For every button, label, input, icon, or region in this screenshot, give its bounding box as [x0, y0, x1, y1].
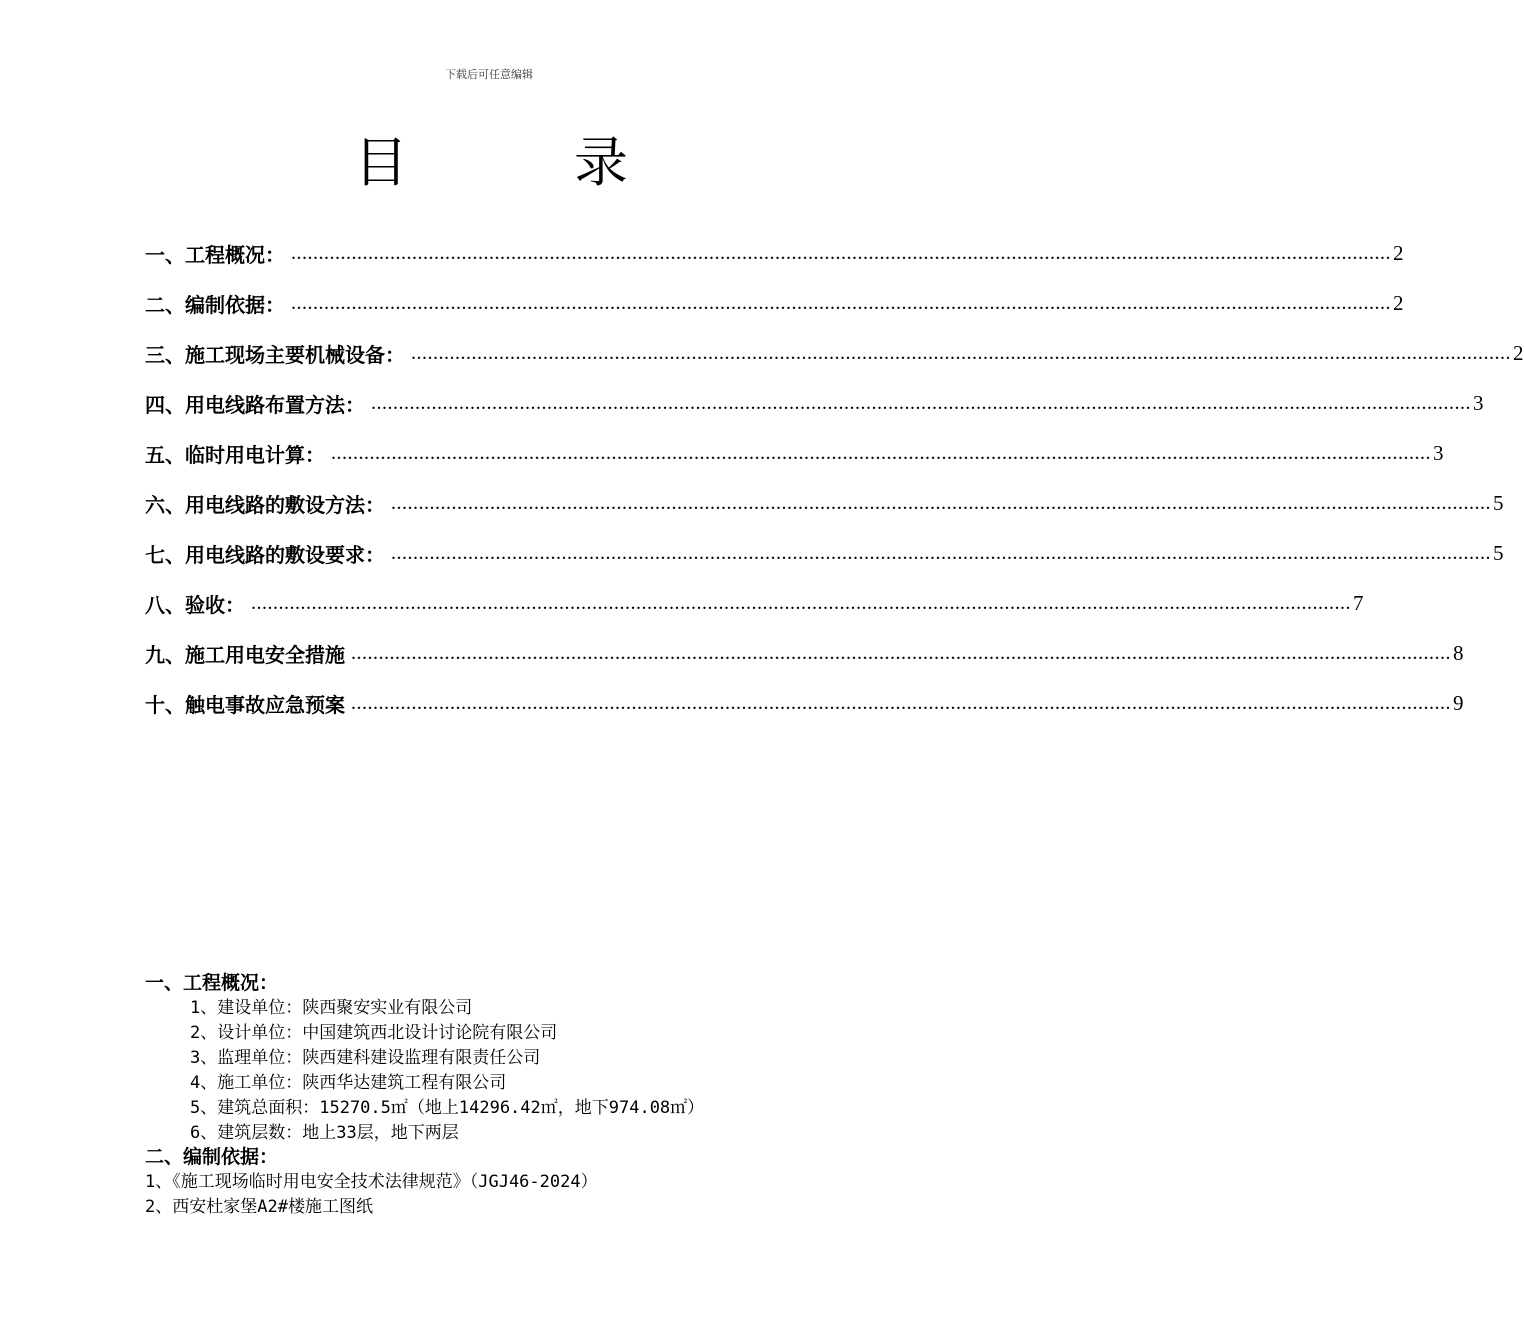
toc-entry-page: 2 — [1513, 340, 1524, 365]
toc-entry[interactable] — [145, 578, 1364, 628]
toc-leader-dots: ........................................................................................................................................................................................................ — [411, 341, 1511, 364]
toc-entry[interactable] — [145, 228, 1404, 278]
toc-leader-dots: ........................................................................................................................................................................................................ — [391, 491, 1491, 514]
toc-entry-label: 三、施工现场主要机械设备： — [145, 342, 405, 367]
toc-entry-label: 四、用电线路布置方法： — [145, 392, 365, 417]
section-heading: 一、工程概况： — [145, 972, 279, 994]
section-line: 4、施工单位：陕西华达建筑工程有限公司 — [190, 1073, 507, 1093]
toc-entry[interactable] — [145, 378, 1484, 428]
header-note: 下载后可任意编辑 — [445, 68, 533, 81]
toc-title-char-1: 目 — [354, 131, 408, 194]
toc-entry-label: 六、用电线路的敷设方法： — [145, 492, 385, 517]
toc-entry-page: 2 — [1393, 290, 1404, 315]
toc-entry-label: 十、触电事故应急预案 — [145, 692, 345, 717]
toc-leader-dots: ........................................................................................................................................................................................................ — [291, 241, 1391, 264]
toc-title — [354, 128, 644, 198]
toc-entry-label: 一、工程概况： — [145, 242, 285, 267]
toc-entry-page: 5 — [1493, 490, 1504, 515]
toc-entry[interactable] — [145, 278, 1404, 328]
toc-entry-page: 5 — [1493, 540, 1504, 565]
toc-entry[interactable] — [145, 428, 1444, 478]
toc-entry[interactable] — [145, 478, 1504, 528]
section-line: 3、监理单位：陕西建科建设监理有限责任公司 — [190, 1048, 541, 1068]
toc-entry-label: 八、验收： — [145, 592, 245, 617]
toc-entry-page: 2 — [1393, 240, 1404, 265]
section-project-overview — [145, 970, 845, 1146]
toc-entry-page: 8 — [1453, 640, 1464, 665]
toc-leader-dots: ........................................................................................................................................................................................................ — [331, 441, 1431, 464]
toc-leader-dots: ........................................................................................................................................................................................................ — [291, 291, 1391, 314]
table-of-contents — [145, 228, 1524, 728]
section-line: 2、设计单位：中国建筑西北设计讨论院有限公司 — [190, 1023, 558, 1043]
toc-entry[interactable] — [145, 678, 1464, 728]
toc-entry-label: 七、用电线路的敷设要求： — [145, 542, 385, 567]
toc-entry[interactable] — [145, 628, 1464, 678]
toc-entry-label: 九、施工用电安全措施 — [145, 642, 345, 667]
section-line: 2、西安杜家堡A2#楼施工图纸 — [145, 1197, 373, 1217]
toc-leader-dots: ........................................................................................................................................................................................................ — [351, 641, 1451, 664]
section-line: 5、建筑总面积：15270.5㎡（地上14296.42㎡，地下974.08㎡） — [190, 1098, 705, 1118]
toc-leader-dots: ........................................................................................................................................................................................................ — [391, 541, 1491, 564]
toc-entry[interactable] — [145, 328, 1524, 378]
toc-leader-dots: ........................................................................................................................................................................................................ — [351, 691, 1451, 714]
toc-entry-page: 9 — [1453, 690, 1464, 715]
toc-entry-page: 3 — [1433, 440, 1444, 465]
toc-entry[interactable] — [145, 528, 1504, 578]
section-line: 1、《施工现场临时用电安全技术法律规范》（JGJ46-2024） — [145, 1172, 598, 1192]
toc-entry-page: 7 — [1353, 590, 1364, 615]
toc-leader-dots: ........................................................................................................................................................................................................ — [251, 591, 1351, 614]
section-line: 6、建筑层数：地上33层，地下两层 — [190, 1123, 459, 1143]
toc-leader-dots: ........................................................................................................................................................................................................ — [371, 391, 1471, 414]
toc-entry-label: 二、编制依据： — [145, 292, 285, 317]
toc-title-char-2: 录 — [574, 131, 628, 194]
section-line: 1、建设单位：陕西聚安实业有限公司 — [190, 998, 473, 1018]
section-heading: 二、编制依据： — [145, 1146, 279, 1168]
toc-entry-label: 五、临时用电计算： — [145, 442, 325, 467]
toc-entry-page: 3 — [1473, 390, 1484, 415]
section-compilation-basis — [145, 1144, 845, 1220]
